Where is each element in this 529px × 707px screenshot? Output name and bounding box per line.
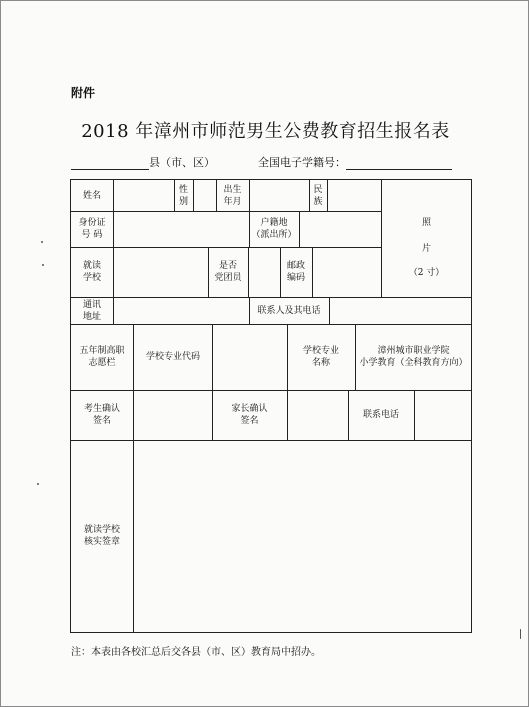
page-title: 2018 年漳州市师范男生公费教育招生报名表 — [81, 121, 450, 142]
major-name-value: 漳州城市职业学院 小学教育（全科教育方向） — [359, 346, 468, 368]
party-member-field[interactable] — [249, 247, 280, 297]
vocational-choice-label: 五年制高职 志愿栏 — [79, 346, 125, 368]
photo-label-2: 片 — [421, 244, 431, 254]
school-label: 就读 学校 — [82, 261, 101, 283]
birth-label: 出生 年月 — [223, 184, 242, 207]
birth-field[interactable] — [250, 180, 309, 211]
name-label: 姓名 — [82, 190, 101, 201]
annex-label: 附件 — [71, 86, 96, 100]
photo-size-label: （2 寸） — [408, 268, 445, 278]
footer-note: 注：本表由各校汇总后交各县（市、区）教育局中招办。 — [71, 647, 321, 658]
id-number-label: 身份证 号 码 — [78, 218, 106, 240]
household-label: 户籍地 （派出所） — [251, 218, 297, 240]
party-member-label: 是否 党团员 — [214, 261, 242, 283]
student-sign-label: 考生确认 签名 — [83, 404, 120, 426]
ethnicity-label: 民 族 — [313, 184, 323, 207]
contact-person-label: 联系人及其电话 — [257, 305, 321, 316]
parent-sign-field[interactable] — [288, 390, 348, 440]
contact-phone-label: 联系电话 — [362, 410, 399, 420]
major-code-field[interactable] — [213, 324, 287, 390]
student-sign-field[interactable] — [134, 390, 212, 440]
county-blank[interactable] — [71, 157, 149, 170]
household-field[interactable] — [300, 211, 381, 247]
county-suffix: 县（市、区） — [149, 156, 215, 169]
address-field[interactable] — [114, 297, 249, 324]
student-number-label: 全国电子学籍号： — [258, 156, 346, 169]
school-seal-label: 就读学校 核实签章 — [83, 525, 120, 547]
parent-sign-label: 家长确认 签名 — [231, 404, 268, 426]
name-field[interactable] — [114, 180, 174, 211]
school-seal-field[interactable] — [134, 440, 471, 632]
school-field[interactable] — [114, 247, 208, 297]
ethnicity-field[interactable] — [328, 180, 381, 211]
student-number-line — [258, 154, 452, 170]
contact-person-field[interactable] — [330, 297, 471, 324]
scan-speck — [37, 483, 39, 485]
registration-form-table — [70, 179, 472, 633]
scan-speck — [41, 241, 43, 243]
county-line — [71, 154, 215, 170]
scan-speck — [520, 629, 521, 639]
photo-label-1: 照 — [421, 218, 431, 228]
student-number-blank[interactable] — [346, 157, 452, 170]
address-label: 通讯 地址 — [82, 299, 101, 322]
postcode-field[interactable] — [313, 247, 381, 297]
contact-phone-field[interactable] — [415, 390, 471, 440]
postcode-label: 邮政 编码 — [286, 261, 305, 283]
id-number-field[interactable] — [114, 211, 249, 247]
major-code-label: 学校专业代码 — [145, 352, 200, 362]
scan-speck — [42, 264, 44, 266]
major-name-label: 学校专业 名称 — [302, 346, 339, 368]
gender-field[interactable] — [194, 180, 216, 211]
gender-label: 性 别 — [178, 184, 188, 207]
